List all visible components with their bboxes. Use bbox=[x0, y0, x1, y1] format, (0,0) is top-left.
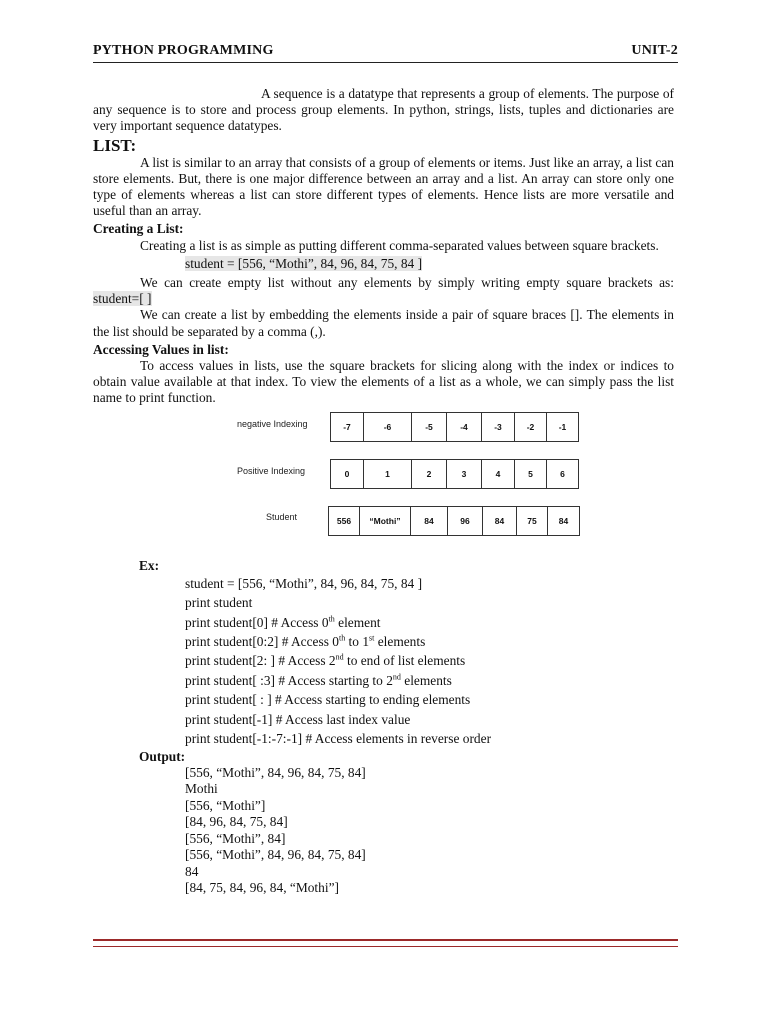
student-cell: 84 bbox=[483, 507, 517, 535]
positive-cell: 3 bbox=[447, 460, 482, 488]
code-line: print student[-1:-7:-1] # Access elements in reverse order bbox=[185, 731, 492, 747]
positive-cell: 5 bbox=[515, 460, 547, 488]
intro-paragraph: A sequence is a datatype that represents a group of elements. The purpose of any sequence is to store and process group elements. In python, strings, lists, tuples and dictionaries are very important sequence datatypes. bbox=[93, 86, 674, 134]
code-line: print student bbox=[185, 595, 253, 611]
student-cells bbox=[328, 506, 580, 536]
code-line: print student[0] # Access 0th element bbox=[185, 614, 381, 630]
output-line: [84, 96, 84, 75, 84] bbox=[185, 814, 288, 830]
negative-cells bbox=[330, 412, 579, 442]
output-block bbox=[185, 765, 674, 897]
code-line: student = [556, “Mothi”, 84, 96, 84, 75, 84 ] bbox=[185, 575, 423, 591]
code-line: print student[-1] # Access last index value bbox=[185, 711, 411, 727]
accessing-paragraph: To access values in lists, use the square brackets for slicing along with the index or indices to obtain value available at that index. To view the elements of a list as a whole, we can simply pass the list name to print function. bbox=[93, 358, 674, 406]
code-line: print student[0:2] # Access 0th to 1st elements bbox=[185, 633, 426, 650]
output-line: [556, “Mothi”, 84, 96, 84, 75, 84] bbox=[185, 764, 366, 780]
indexing-figure bbox=[93, 412, 674, 548]
negative-cell: -5 bbox=[412, 413, 447, 441]
list-heading: LIST: bbox=[93, 135, 137, 155]
positive-cells bbox=[330, 459, 579, 489]
negative-cell: -4 bbox=[447, 413, 482, 441]
negative-cell: -1 bbox=[558, 421, 567, 432]
negative-cell: -3 bbox=[482, 413, 515, 441]
student-cell: 96 bbox=[448, 507, 483, 535]
output-line: [556, “Mothi”, 84] bbox=[185, 830, 286, 846]
code-line: print student[ : ] # Access starting to ending elements bbox=[185, 692, 471, 708]
empty-paragraph bbox=[93, 275, 674, 307]
negative-cell: -7 bbox=[331, 413, 364, 441]
positive-label: Positive Indexing bbox=[237, 465, 306, 476]
creating-code: student = [556, “Mothi”, 84, 96, 84, 75, 84 ] bbox=[185, 255, 423, 271]
example-code bbox=[185, 574, 674, 749]
list-paragraph: A list is similar to an array that consists of a group of elements or items. Just like an array, a list can store elements. But, there is one major difference between an array and a list. An array can store only one type of elements whereas a list can store different types of elements. Hence lists are more versatile and useful than an array. bbox=[93, 154, 674, 219]
accessing-heading: Accessing Values in list: bbox=[93, 341, 229, 357]
output-line: 84 bbox=[185, 863, 199, 879]
header-unit: UNIT-2 bbox=[631, 43, 678, 58]
student-cell: “Mothi” bbox=[360, 507, 411, 535]
negative-cell: -2 bbox=[515, 413, 547, 441]
example-label: Ex: bbox=[139, 557, 160, 573]
output-line: Mothi bbox=[185, 781, 218, 797]
creating-code-line bbox=[93, 256, 674, 272]
negative-label: negative Indexing bbox=[237, 418, 308, 429]
positive-cell: 0 bbox=[331, 460, 364, 488]
page-content bbox=[93, 86, 674, 897]
empty-text: We can create empty list without any elements by simply writing empty square brackets as: bbox=[140, 275, 674, 291]
creating-paragraph: Creating a list is as simple as putting different comma-separated values between square brackets. bbox=[140, 237, 659, 253]
positive-cell: 4 bbox=[482, 460, 515, 488]
empty-code: student=[ ] bbox=[93, 291, 152, 307]
student-cell: 84 bbox=[411, 507, 448, 535]
student-cell: 556 bbox=[329, 507, 360, 535]
header-title: PYTHON PROGRAMMING bbox=[93, 43, 274, 58]
page-header bbox=[93, 42, 678, 63]
negative-cell: -6 bbox=[364, 413, 412, 441]
code-line: print student[ :3] # Access starting to 2nd elements bbox=[185, 672, 452, 688]
output-line: [556, “Mothi”] bbox=[185, 797, 266, 813]
output-label: Output: bbox=[139, 748, 186, 764]
positive-cell: 1 bbox=[364, 460, 412, 488]
output-line: [556, “Mothi”, 84, 96, 84, 75, 84] bbox=[185, 847, 366, 863]
positive-cell: 2 bbox=[412, 460, 447, 488]
footer-rule bbox=[93, 939, 678, 947]
creating-heading: Creating a List: bbox=[93, 221, 184, 237]
embed-paragraph: We can create a list by embedding the elements inside a pair of square braces []. The elements in the list should be separated by a comma (,). bbox=[93, 307, 674, 339]
output-line: [84, 75, 84, 96, 84, “Mothi”] bbox=[185, 880, 339, 896]
student-cell: 75 bbox=[517, 507, 548, 535]
student-cell: 84 bbox=[558, 515, 569, 526]
student-label: Student bbox=[266, 511, 298, 522]
positive-cell: 6 bbox=[560, 468, 565, 479]
code-line: print student[2: ] # Access 2nd to end of list elements bbox=[185, 653, 466, 669]
